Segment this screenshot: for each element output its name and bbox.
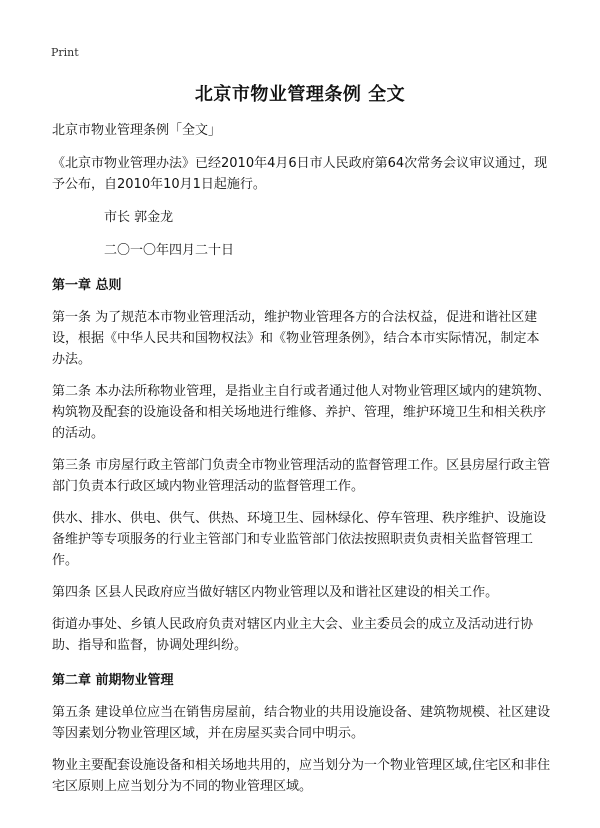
article-paragraph: 第四条 区县人民政府应当做好辖区内物业管理以及和谐社区建设的相关工作。 [52,585,499,600]
article-paragraph: 第一条 为了规范本市物业管理活动，维护物业管理各方的合法权益，促进和谐社区建设，根据《中华人民共和国物权法》和《物业管理条例》，结合本市实际情况，制定本办法。 [52,310,540,367]
document-subtitle: 北京市物业管理条例「全文」 [52,123,222,138]
print-link[interactable]: Print [51,46,79,59]
article-paragraph: 供水、排水、供电、供气、供热、环境卫生、园林绿化、停车管理、秩序维护、设施设备维护等专项服务的行业主管部门和专业监管部门依法按照职责负责相关监督管理工作。 [52,511,547,568]
document-body [52,120,552,797]
issue-date: 二〇一〇年四月二十日 [104,243,235,258]
article-paragraph: 第五条 建设单位应当在销售房屋前，结合物业的共用设施设备、建筑物规模、社区建设等因素划分物业管理区域，并在房屋买卖合同中明示。 [52,705,551,741]
mayor-signature: 市长 郭金龙 [104,210,174,225]
announcement-paragraph: 《北京市物业管理办法》已经2010年4月6日市人民政府第64次常务会议审议通过，现予公布，自2010年10月1日起施行。 [52,156,548,192]
chapter-heading: 第二章 前期物业管理 [52,673,174,688]
article-paragraph: 物业主要配套设施设备和相关场地共用的，应当划分为一个物业管理区域,住宅区和非住宅区原则上应当划分为不同的物业管理区域。 [52,758,551,794]
article-paragraph: 第三条 市房屋行政主管部门负责全市物业管理活动的监督管理工作。区县房屋行政主管部门负责本行政区域内物业管理活动的监督管理工作。 [52,458,551,494]
article-paragraph: 街道办事处、乡镇人民政府负责对辖区内业主大会、业主委员会的成立及活动进行协助、指导和监督，协调处理纠纷。 [52,617,534,653]
chapter-heading: 第一章 总则 [52,278,122,293]
article-paragraph: 第二条 本办法所称物业管理，是指业主自行或者通过他人对物业管理区域内的建筑物、构筑物及配套的设施设备和相关场地进行维修、养护、管理，维护环境卫生和相关秩序的活动。 [52,384,551,441]
document-title: 北京市物业管理条例 全文 [194,84,406,105]
